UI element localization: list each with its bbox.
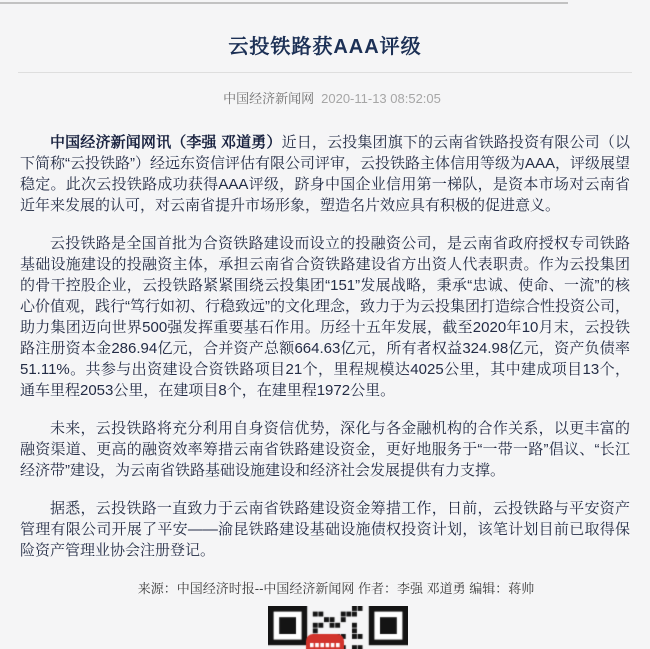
- article-paragraph-3: 未来，云投铁路将充分利用自身资信优势，深化与各金融机构的合作关系，以更丰富的融资渠道、更高的融资效率筹措云南省铁路建设资金，更好地服务于“一带一路”倡议、“长江经济带”建设，为云南省铁路基础设施建设和经济社会发展提供有力支撑。: [20, 420, 630, 479]
- article-paragraph-1: [20, 132, 630, 216]
- article-meta: [0, 88, 650, 107]
- top-border-line: [0, 2, 568, 4]
- source-site-label: 中国经济新闻网: [223, 91, 315, 106]
- article-paragraph-4: 据悉，云投铁路一直致力于云南省铁路建设资金筹措工作，日前，云投铁路与平安资产管理有限公司开展了平安——渝昆铁路建设基础设施债权投资计划，该笔计划目前已取得保险资产管理业协会注册登记。: [20, 500, 630, 559]
- credits-line: 来源：中国经济时报--中国经济新闻网 作者：李强 邓道勇 编辑：蒋帅: [137, 581, 535, 596]
- article-paragraph-2: 云投铁路是全国首批为合资铁路建设而设立的投融资公司，是云南省政府授权专司铁路基础设施建设的投融资主体，承担云南省合资铁路建设省方出资人代表职责。作为云投集团的骨干控股企业，云投铁路紧紧围绕云投集团“151”发展战略，秉承“忠诚、使命、一流”的核心价值观，践行“笃行如初、行稳致远”的文化理念，致力于为云投集团打造综合性投资公司，助力集团迈向世界500强发挥重要基石作用。历经十五年发展，截至2020年10月末，云投铁路注册资本金286.94亿元，合并资产总额664.63亿元，所有者权益324.98亿元，资产负债率51.11%。共参与出资建设合资铁路项目21个，里程规模达4025公里，其中建成项目13个，通车里程2053公里，在建项目8个，在建里程1972公里。: [20, 235, 630, 399]
- qr-code-icon: [268, 606, 408, 649]
- article-body: [0, 132, 650, 561]
- paragraph-text: 近日，云投集团旗下的云南省铁路投资有限公司（以下简称“云投铁路”）经远东资信评估有限公司评审，云投铁路主体信用等级为AAA，评级展望稳定。此次云投铁路成功获得AAA评级，跻身中国企业信用第一梯队，是资本市场对云南省近年来发展的认可，对云南省提升市场形象，塑造名片效应具有积极的促进意义。: [20, 134, 631, 214]
- publish-datetime: 2020-11-13 08:52:05: [321, 91, 441, 106]
- page-title: 云投铁路获AAA评级: [228, 36, 422, 58]
- byline-lead: 中国经济新闻网讯（李强 邓道勇）: [50, 134, 282, 151]
- title-divider: [18, 72, 632, 73]
- qr-code-container: [0, 606, 650, 649]
